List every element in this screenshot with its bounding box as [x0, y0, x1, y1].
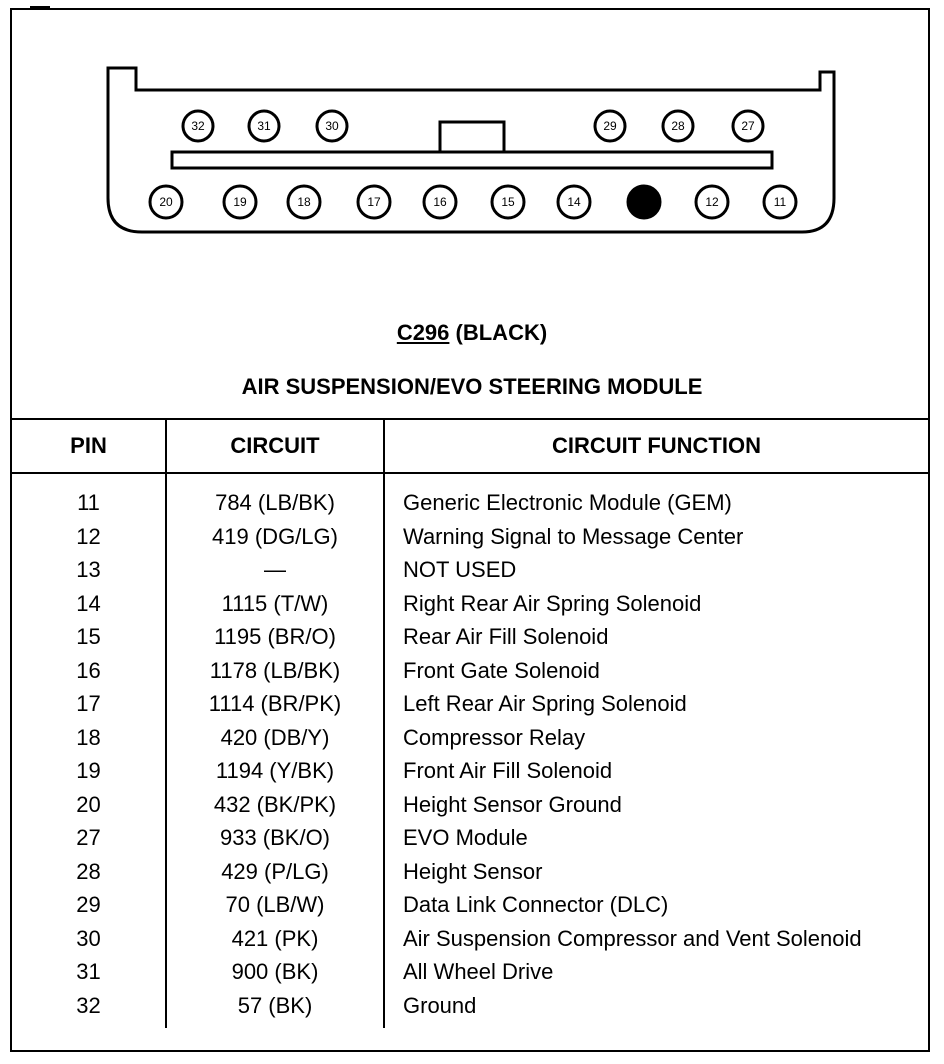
circuit-cell: 420 (DB/Y): [166, 721, 384, 755]
table-row: [12, 788, 928, 822]
pin-number-label: 31: [257, 119, 271, 133]
pin-number-label: 19: [233, 195, 247, 209]
function-cell: NOT USED: [384, 553, 928, 587]
table-row: [12, 922, 928, 956]
pin-number-label: 15: [501, 195, 515, 209]
pin-14: [558, 186, 590, 218]
pin-cell: 12: [76, 523, 101, 549]
pin-cell: 31: [76, 959, 101, 984]
circuit-cell: 900 (BK): [166, 955, 384, 989]
pin-number-label: 12: [705, 195, 719, 209]
function-cell: Right Rear Air Spring Solenoid: [384, 587, 928, 621]
circuit-cell: —: [166, 553, 384, 587]
function-cell: Generic Electronic Module (GEM): [384, 473, 928, 520]
circuit-cell: 70 (LB/W): [166, 888, 384, 922]
function-cell: Left Rear Air Spring Solenoid: [384, 687, 928, 721]
pin-number-label: 32: [191, 119, 205, 133]
pin-cell: 17: [76, 691, 101, 716]
function-cell: Compressor Relay: [384, 721, 928, 755]
pin-20: [150, 186, 182, 218]
table-row: [12, 989, 928, 1029]
function-cell: Front Gate Solenoid: [384, 654, 928, 688]
pin-cell: 28: [76, 858, 101, 884]
function-cell: Warning Signal to Message Center: [384, 520, 928, 554]
table-row: [12, 721, 928, 755]
pin-cell: 14: [76, 590, 101, 616]
pin-28: [663, 111, 693, 141]
pin-11: [764, 186, 796, 218]
circuit-cell: 1195 (BR/O): [166, 620, 384, 654]
pin-number-label: 27: [741, 119, 755, 133]
connector-center-rib: [172, 152, 772, 168]
connector-number: C296: [396, 320, 450, 345]
circuit-cell: 57 (BK): [166, 989, 384, 1029]
function-cell: EVO Module: [384, 821, 928, 855]
module-name: AIR SUSPENSION/EVO STEERING MODULE: [241, 374, 703, 399]
pin-19: [224, 186, 256, 218]
connector-face-diagram: [12, 10, 932, 310]
circuit-cell: 421 (PK): [166, 922, 384, 956]
connector-color: (BLACK): [455, 320, 548, 345]
pin-cell: 16: [76, 657, 101, 683]
pin-18: [288, 186, 320, 218]
table-row: [12, 620, 928, 654]
table-row: [12, 654, 928, 688]
pin-30: [317, 111, 347, 141]
circuit-cell: 432 (BK/PK): [166, 788, 384, 822]
table-row: [12, 553, 928, 587]
connector-title: [12, 320, 932, 346]
function-cell: Air Suspension Compressor and Vent Solenoid: [384, 922, 928, 956]
function-cell: Ground: [384, 989, 928, 1029]
table-row: [12, 520, 928, 554]
function-cell: Data Link Connector (DLC): [384, 888, 928, 922]
connector-latch: [440, 122, 504, 152]
pin-17: [358, 186, 390, 218]
header-pin: PIN: [12, 419, 166, 473]
pin-cell: 30: [76, 925, 101, 951]
pin-number-label: 20: [159, 195, 173, 209]
circuit-cell: 784 (LB/BK): [166, 473, 384, 520]
table-row: [12, 687, 928, 721]
pin-27: [733, 111, 763, 141]
table-row: [12, 587, 928, 621]
pin-cell: 13: [76, 557, 101, 582]
pin-number-label: 16: [433, 195, 447, 209]
table-row: [12, 821, 928, 855]
pin-16: [424, 186, 456, 218]
pin-cell: 18: [76, 724, 101, 750]
pin-29: [595, 111, 625, 141]
pin-number-label: 17: [367, 195, 381, 209]
table-header-row: [12, 419, 928, 473]
pin-15: [492, 186, 524, 218]
table-row: [12, 955, 928, 989]
diagram-frame: [10, 8, 930, 1052]
pin-number-label: 30: [325, 119, 339, 133]
table-row: [12, 473, 928, 520]
pin-cell: 29: [76, 892, 101, 917]
circuit-cell: 1114 (BR/PK): [166, 687, 384, 721]
pin-cell: 11: [77, 490, 100, 515]
pin-12: [696, 186, 728, 218]
pin-cell: 27: [76, 825, 101, 850]
pin-number-label: 11: [773, 195, 787, 209]
pin-32: [183, 111, 213, 141]
circuit-cell: 933 (BK/O): [166, 821, 384, 855]
function-cell: Rear Air Fill Solenoid: [384, 620, 928, 654]
function-cell: Front Air Fill Solenoid: [384, 754, 928, 788]
pinout-table: [12, 418, 928, 1028]
pin-cell: 19: [76, 758, 101, 783]
circuit-cell: 419 (DG/LG): [166, 520, 384, 554]
header-circuit: CIRCUIT: [166, 419, 384, 473]
circuit-cell: 1194 (Y/BK): [166, 754, 384, 788]
circuit-cell: 1115 (T/W): [166, 587, 384, 621]
pin-number-label: 29: [603, 119, 617, 133]
pin-cell: 20: [76, 791, 101, 817]
circuit-cell: 429 (P/LG): [166, 855, 384, 889]
function-cell: All Wheel Drive: [384, 955, 928, 989]
circuit-cell: 1178 (LB/BK): [166, 654, 384, 688]
function-cell: Height Sensor: [384, 855, 928, 889]
pin-number-label: 13: [637, 195, 651, 209]
table-row: [12, 888, 928, 922]
pin-13: [628, 186, 660, 218]
pin-cell: 15: [76, 624, 101, 649]
header-circuit-function: CIRCUIT FUNCTION: [384, 419, 928, 473]
pin-number-label: 14: [567, 195, 581, 209]
table-row: [12, 754, 928, 788]
pin-31: [249, 111, 279, 141]
function-cell: Height Sensor Ground: [384, 788, 928, 822]
pin-number-label: 28: [671, 119, 685, 133]
pin-number-label: 18: [297, 195, 311, 209]
table-row: [12, 855, 928, 889]
pin-cell: 32: [76, 992, 101, 1018]
